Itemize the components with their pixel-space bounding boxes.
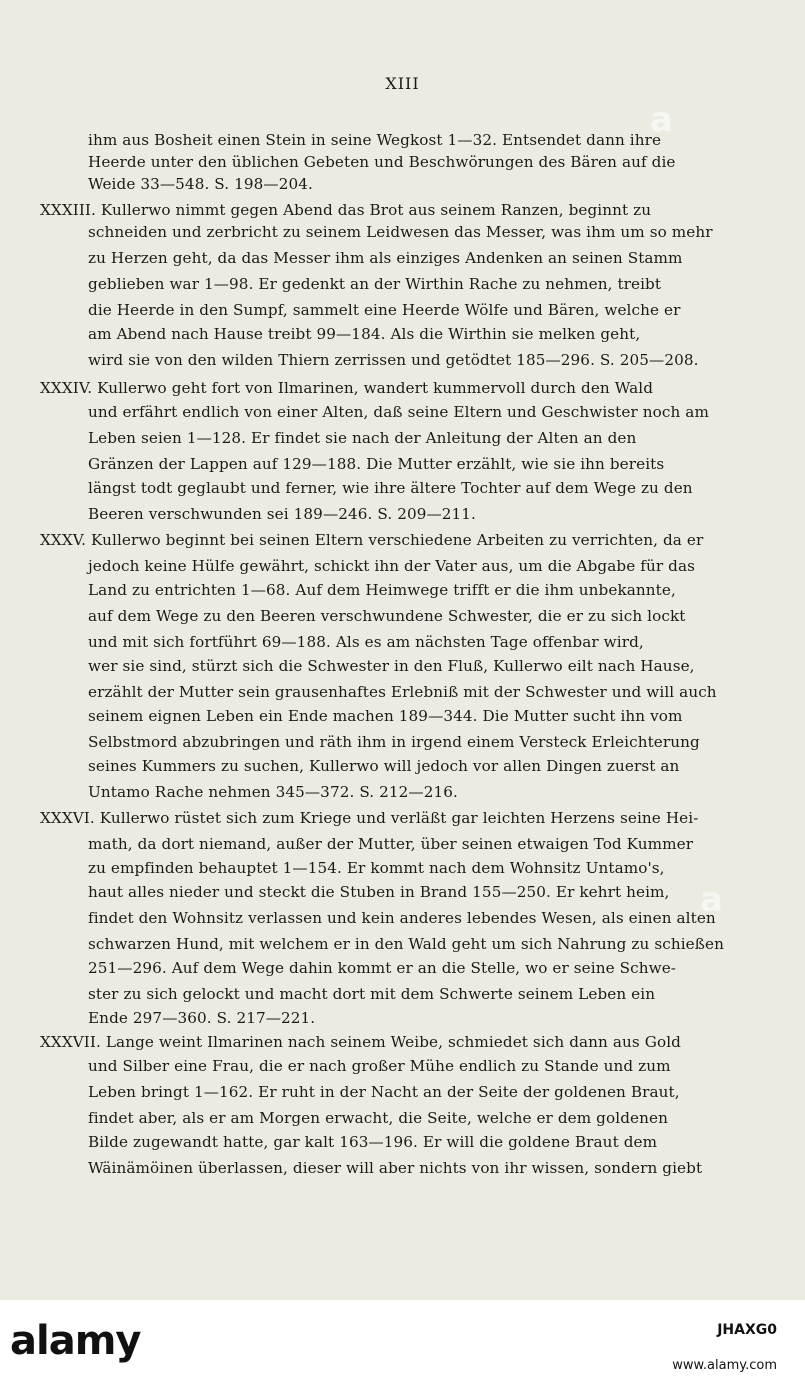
text-line: Leben bringt 1—162. Er ruht in der Nacht an der Seite der goldenen Braut, — [88, 1083, 680, 1101]
text-line: Selbstmord abzubringen und räth ihm in irgend einem Versteck Erleichterung — [88, 733, 700, 751]
text-line: XXXIII. Kullerwo nimmt gegen Abend das Brot aus seinem Ranzen, beginnt zu — [40, 201, 652, 219]
text-line: haut alles nieder und steckt die Stuben in Brand 155—250. Er kehrt heim, — [88, 883, 670, 901]
text-line: ihm aus Bosheit einen Stein in seine Wegkost 1—32. Entsendet dann ihre — [88, 131, 662, 149]
text-line: wer sie sind, stürzt sich die Schwester in den Fluß, Kullerwo eilt nach Hause, — [88, 657, 695, 675]
text-line: und mit sich fortführt 69—188. Als es am nächsten Tage offenbar wird, — [88, 633, 644, 651]
text-line: Untamo Rache nehmen 345—372. S. 212—216. — [88, 783, 458, 801]
text-line: Gränzen der Lappen auf 129—188. Die Mutter erzählt, wie sie ihn bereits — [88, 455, 665, 473]
text-line: Ende 297—360. S. 217—221. — [88, 1009, 316, 1027]
text-line: schwarzen Hund, mit welchem er in den Wald geht um sich Nahrung zu schießen — [88, 935, 724, 953]
text-line: math, da dort niemand, außer der Mutter, über seinen etwaigen Tod Kummer — [88, 835, 694, 853]
text-line: seines Kummers zu suchen, Kullerwo will jedoch vor allen Dingen zuerst an — [88, 757, 680, 775]
text-line: findet den Wohnsitz verlassen und kein anderes lebendes Wesen, als einen alten — [88, 909, 716, 927]
text-line: Wäinämöinen überlassen, dieser will aber nichts von ihr wissen, sondern giebt — [88, 1159, 703, 1177]
stock-logo: alamy — [10, 1318, 141, 1364]
stock-url: www.alamy.com — [672, 1358, 777, 1373]
image-id: JHAXG0 — [717, 1322, 777, 1338]
text-line: XXXVII. Lange weint Ilmarinen nach seinem Weibe, schmiedet sich dann aus Gold — [40, 1033, 681, 1051]
text-line: seinem eignen Leben ein Ende machen 189—344. Die Mutter sucht ihn vom — [88, 707, 683, 725]
text-line: längst todt geglaubt und ferner, wie ihre ältere Tochter auf dem Wege zu den — [88, 479, 693, 497]
text-line: 251—296. Auf dem Wege dahin kommt er an die Stelle, wo er seine Schwe- — [88, 959, 677, 977]
page-number: XIII — [385, 74, 420, 93]
text-line: Land zu entrichten 1—68. Auf dem Heimwege trifft er die ihm unbekannte, — [88, 581, 676, 599]
text-line: zu Herzen geht, da das Messer ihm als einziges Andenken an seinen Stamm — [88, 249, 683, 267]
text-line: zu empfinden behauptet 1—154. Er kommt nach dem Wohnsitz Untamo's, — [88, 859, 665, 877]
text-line: und Silber eine Frau, die er nach großer Mühe endlich zu Stande und zum — [88, 1057, 671, 1075]
text-line: Beeren verschwunden sei 189—246. S. 209—211. — [88, 505, 476, 523]
text-line: XXXIV. Kullerwo geht fort von Ilmarinen, wandert kummervoll durch den Wald — [40, 379, 654, 397]
text-line: schneiden und zerbricht zu seinem Leidwesen das Messer, was ihm um so mehr — [88, 223, 713, 241]
watermark: a — [650, 100, 673, 140]
text-line: Weide 33—548. S. 198—204. — [88, 175, 313, 193]
watermark: a — [700, 880, 723, 920]
text-line: Heerde unter den üblichen Gebeten und Beschwörungen des Bären auf die — [88, 153, 676, 171]
text-line: Leben seien 1—128. Er findet sie nach der Anleitung der Alten an den — [88, 429, 637, 447]
text-line: Bilde zugewandt hatte, gar kalt 163—196. Er will die goldene Braut dem — [88, 1133, 658, 1151]
text-line: und erfährt endlich von einer Alten, daß seine Eltern und Geschwister noch am — [88, 403, 709, 421]
text-line: wird sie von den wilden Thiern zerrissen und getödtet 185—296. S. 205—208. — [88, 351, 699, 369]
text-line: auf dem Wege zu den Beeren verschwundene Schwester, die er zu sich lockt — [88, 607, 686, 625]
text-line: ster zu sich gelockt und macht dort mit dem Schwerte seinem Leben ein — [88, 985, 656, 1003]
text-line: erzählt der Mutter sein grausenhaftes Erlebniß mit der Schwester und will auch — [88, 683, 717, 701]
text-line: am Abend nach Hause treibt 99—184. Als die Wirthin sie melken geht, — [88, 325, 641, 343]
text-line: findet aber, als er am Morgen erwacht, die Seite, welche er dem goldenen — [88, 1109, 668, 1127]
text-line: jedoch keine Hülfe gewährt, schickt ihn der Vater aus, um die Abgabe für das — [88, 557, 695, 575]
text-line: geblieben war 1—98. Er gedenkt an der Wirthin Rache zu nehmen, treibt — [88, 275, 662, 293]
text-line: die Heerde in den Sumpf, sammelt eine Heerde Wölfe und Bären, welche er — [88, 301, 681, 319]
text-line: XXXV. Kullerwo beginnt bei seinen Eltern verschiedene Arbeiten zu verrichten, da er — [40, 531, 704, 549]
text-line: XXXVI. Kullerwo rüstet sich zum Kriege und verläßt gar leichten Herzens seine Hei- — [40, 809, 699, 827]
